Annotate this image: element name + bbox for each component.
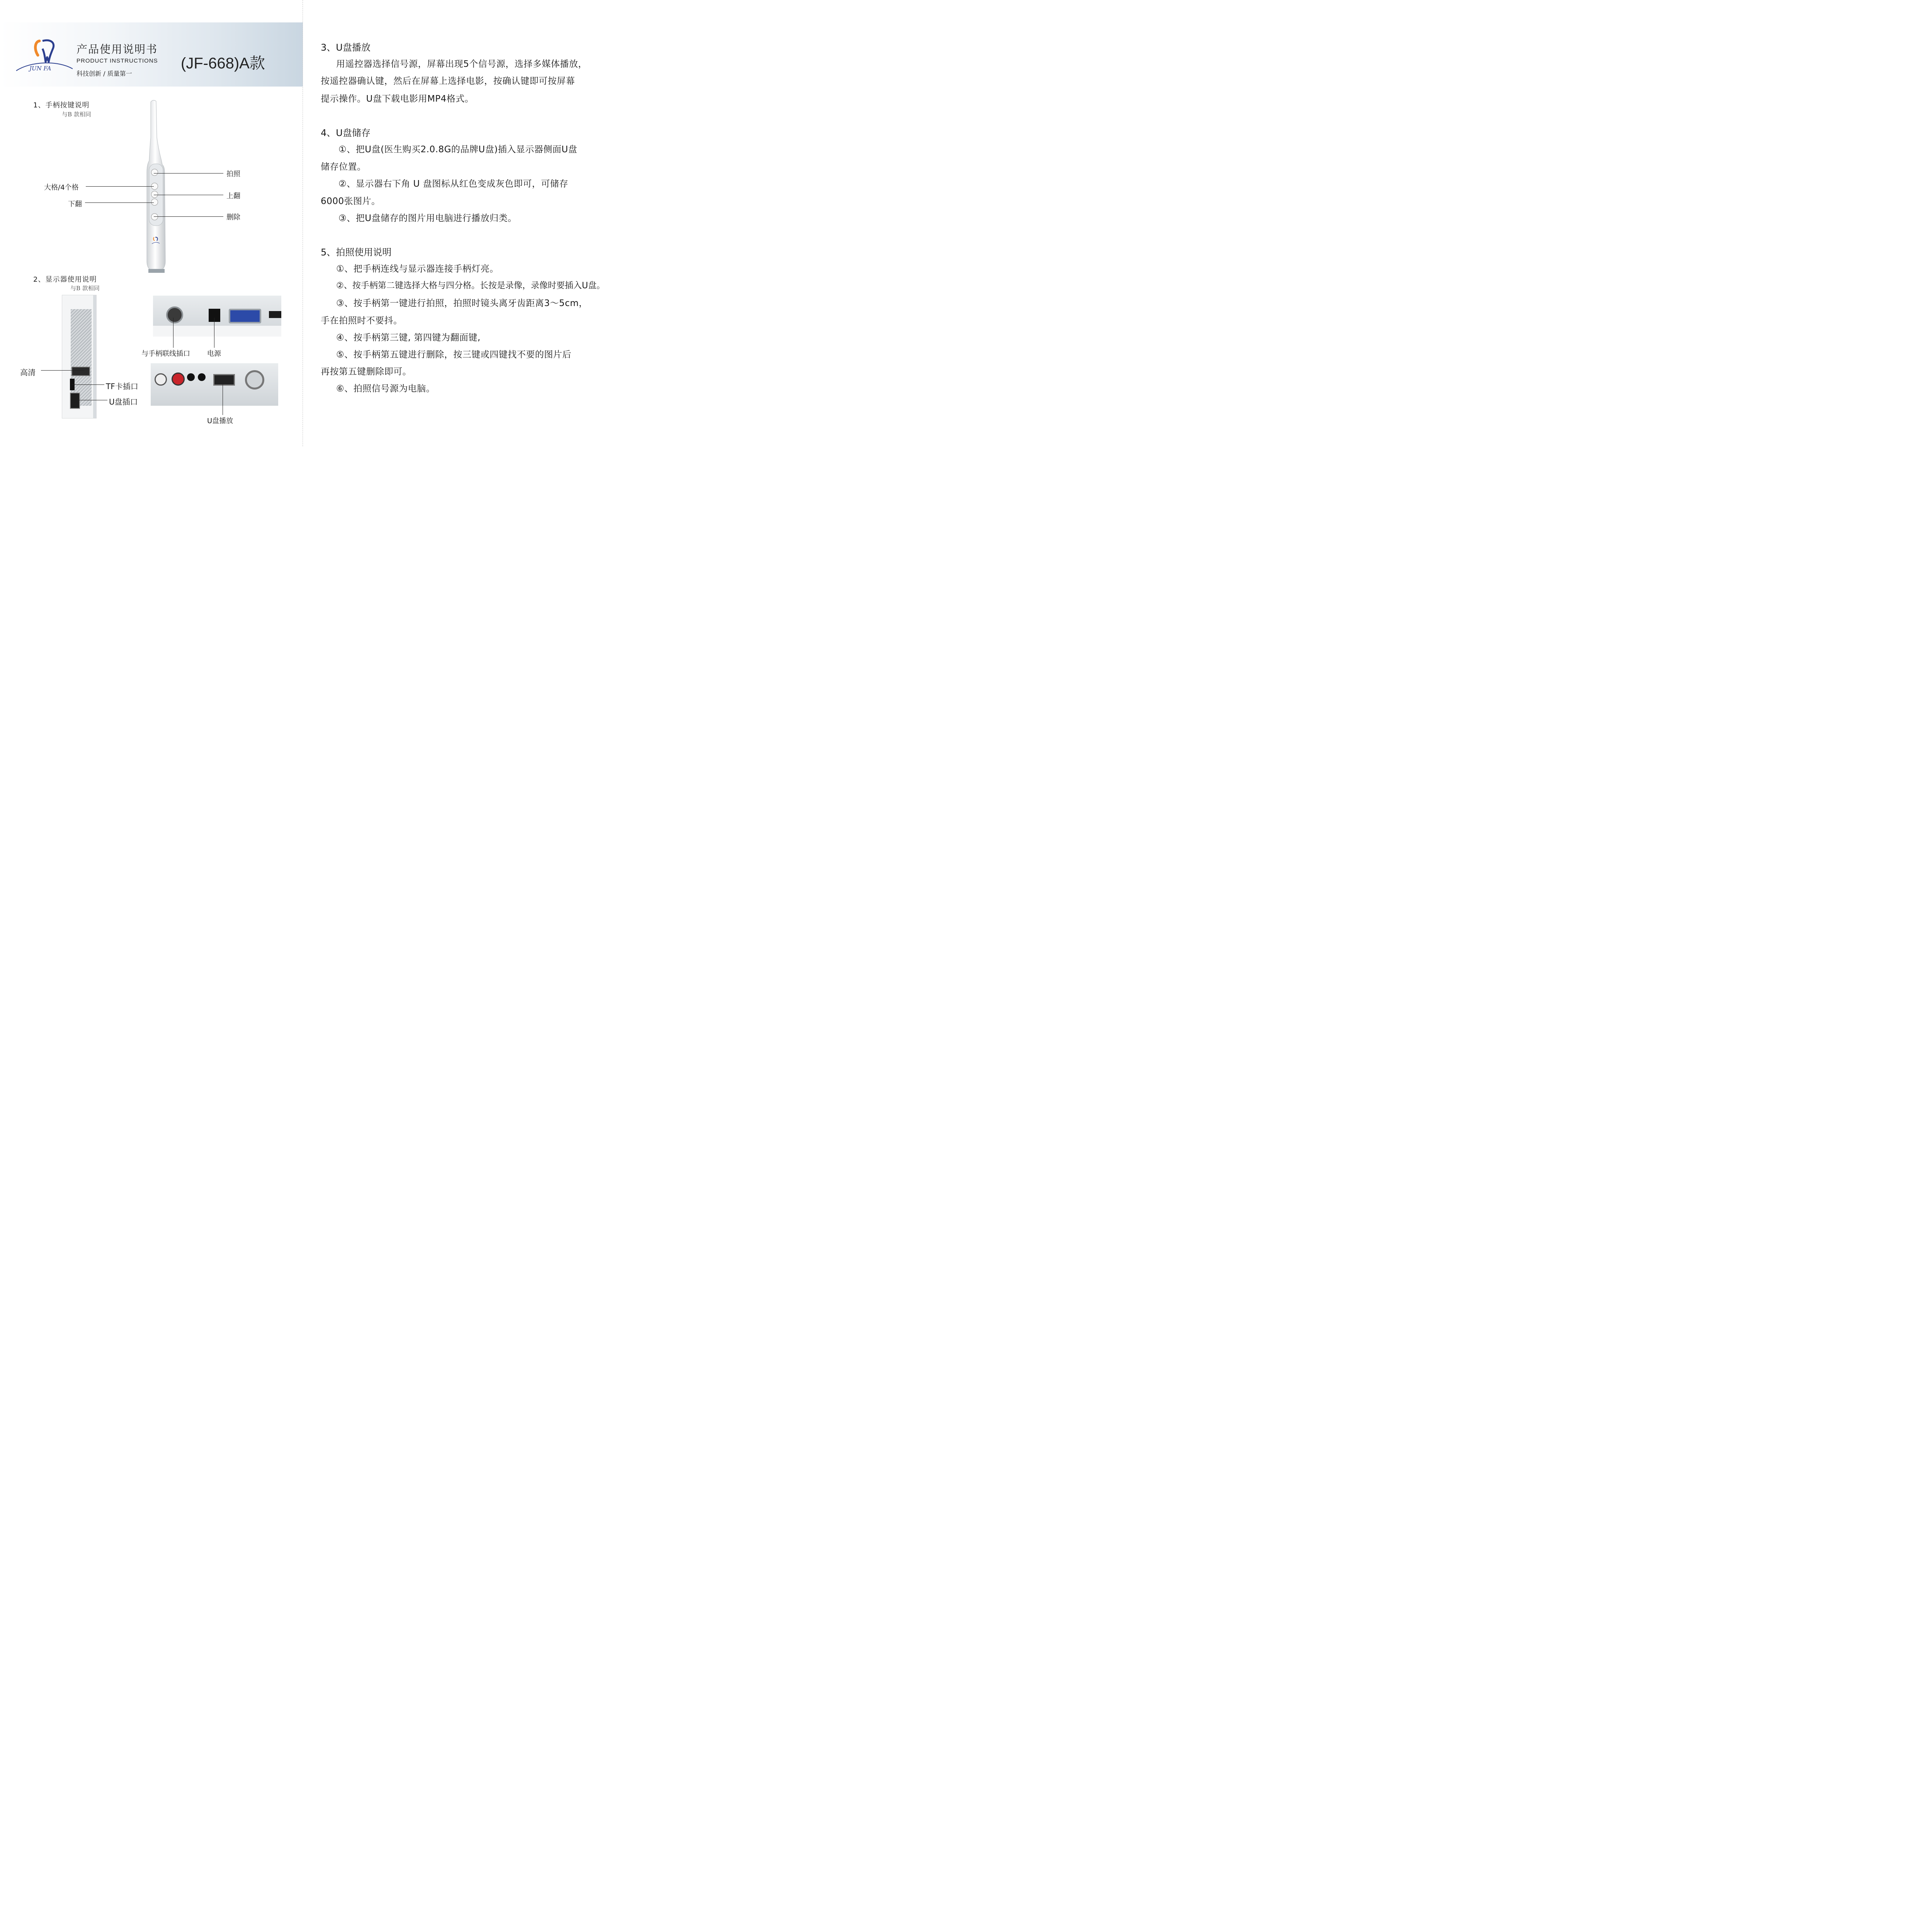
handle-connector[interactable] bbox=[166, 306, 183, 323]
usb-slot-label: U盘插口 bbox=[109, 397, 138, 407]
page-up-key[interactable] bbox=[151, 191, 158, 198]
section5-heading: 5、拍照使用说明 bbox=[321, 247, 392, 258]
power-jack[interactable] bbox=[209, 309, 220, 322]
section4-line-4: 6000张图片。 bbox=[321, 196, 381, 206]
title-en: PRODUCT INSTRUCTIONS bbox=[77, 58, 158, 64]
av-in-red[interactable] bbox=[172, 373, 185, 386]
section5-line-6: ⑤、按手柄第五键进行删除，按三键或四键找不要的图片后 bbox=[336, 350, 571, 360]
capture-key[interactable] bbox=[151, 169, 158, 176]
section4-heading: 4、U盘储存 bbox=[321, 128, 371, 138]
junfa-logo bbox=[15, 38, 73, 75]
delete-leader bbox=[154, 216, 223, 217]
tf-leader bbox=[72, 384, 104, 385]
monitor-rear-photo-1 bbox=[153, 296, 281, 337]
section1-note: 与B 款相同 bbox=[62, 111, 91, 118]
hd-label: 高清 bbox=[20, 368, 36, 377]
section5-line-5: ④、按手柄第三键, 第四键为翻面键, bbox=[336, 333, 481, 343]
delete-label: 删除 bbox=[226, 213, 240, 221]
panel-lip bbox=[153, 326, 281, 337]
section3-heading: 3、U盘播放 bbox=[321, 42, 371, 53]
page-up-label: 上翻 bbox=[226, 192, 240, 200]
usb-play-label: U盘播放 bbox=[207, 417, 233, 425]
logo-text: JUN FA bbox=[29, 65, 51, 72]
handpiece-logo-icon bbox=[151, 236, 160, 245]
hd-leader bbox=[41, 370, 84, 371]
usb-play-port[interactable] bbox=[213, 374, 235, 386]
section3-line-3: 提示操作。U盘下载电影用MP4格式。 bbox=[321, 94, 474, 104]
grid-leader bbox=[86, 186, 154, 187]
section4-line-3: ②、显示器右下角 U 盘图标从红色变成灰色即可，可储存 bbox=[338, 179, 568, 189]
vga-port[interactable] bbox=[229, 309, 261, 323]
section3-line-1: 用遥控器选择信号源，屏幕出现5个信号源，选择多媒体播放， bbox=[336, 59, 587, 69]
hdmi-port[interactable] bbox=[269, 311, 281, 318]
monitor-rear-photo-2 bbox=[151, 363, 278, 406]
page-down-label: 下翻 bbox=[68, 200, 82, 208]
power-label: 电源 bbox=[207, 350, 221, 358]
hd-port[interactable] bbox=[71, 367, 90, 376]
section5-line-8: ⑥、拍照信号源为电脑。 bbox=[336, 384, 435, 394]
section2-note: 与B 款相同 bbox=[70, 285, 100, 292]
section5-line-7: 再按第五键删除即可。 bbox=[321, 367, 412, 377]
section5-line-2: ②、按手柄第二键选择大格与四分格。长按是录像，录像时要插入U盘。 bbox=[336, 281, 605, 291]
page-down-leader bbox=[85, 202, 154, 203]
page-down-key[interactable] bbox=[151, 199, 158, 206]
section4-line-2: 储存位置。 bbox=[321, 162, 366, 172]
section5-line-3: ③、按手柄第一键进行拍照，拍照时镜头离牙齿距离3～5cm， bbox=[336, 298, 588, 308]
model-name: (JF-668)A款 bbox=[181, 55, 265, 72]
delete-key[interactable] bbox=[151, 213, 158, 220]
section1-heading: 1、手柄按键说明 bbox=[33, 101, 90, 109]
jack-1[interactable] bbox=[187, 373, 195, 381]
title-cn: 产品使用说明书 bbox=[77, 43, 158, 56]
slogan: 科技创新 / 质量第一 bbox=[77, 70, 132, 77]
side-panel-plate bbox=[71, 309, 92, 406]
section4-line-5: ③、把U盘储存的图片用电脑进行播放归类。 bbox=[338, 213, 517, 223]
section5-line-1: ①、把手柄连线与显示器连接手柄灯亮。 bbox=[336, 264, 499, 274]
usb-port[interactable] bbox=[70, 393, 80, 409]
grid-label: 大格/4个格 bbox=[44, 184, 79, 192]
section4-line-1: ①、把U盘(医生购买2.0.8G的品牌U盘)插入显示器侧面U盘 bbox=[338, 145, 577, 155]
section3-line-2: 按遥控器确认键，然后在屏幕上选择电影，按确认键即可按屏幕 bbox=[321, 76, 575, 86]
antenna-port[interactable] bbox=[245, 370, 264, 390]
handle-port-label: 与手柄联线插口 bbox=[141, 350, 190, 358]
section2-heading: 2、显示器使用说明 bbox=[33, 276, 97, 284]
section5-line-4: 手在拍照时不要抖。 bbox=[321, 316, 403, 326]
tf-slot-label: TF卡插口 bbox=[106, 382, 138, 391]
jack-2[interactable] bbox=[198, 373, 206, 381]
capture-label: 拍照 bbox=[226, 170, 240, 178]
av-in-white[interactable] bbox=[155, 373, 167, 386]
